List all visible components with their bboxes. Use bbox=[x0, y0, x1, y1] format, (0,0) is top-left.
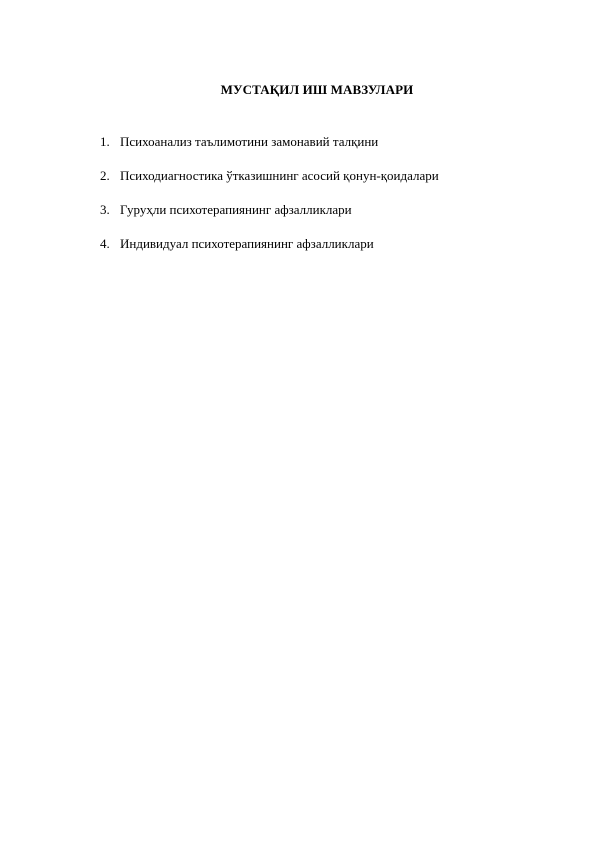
list-item-text: Индивидуал психотерапиянинг афзалликлари bbox=[120, 236, 374, 251]
list-item-number: 4. bbox=[100, 236, 110, 251]
list-item-number: 1. bbox=[100, 134, 110, 149]
list-item-text: Психоанализ таълимотини замонавий талқини bbox=[120, 134, 379, 149]
page-title: МУСТАҚИЛ ИШ МАВЗУЛАРИ bbox=[220, 82, 414, 97]
list-item-number: 2. bbox=[100, 168, 110, 183]
list-item bbox=[100, 134, 439, 150]
list-item-text: Психодиагностика ўтказишнинг асосий қонун-қоидалари bbox=[120, 168, 439, 183]
list-item bbox=[100, 236, 439, 252]
list-item bbox=[100, 202, 439, 218]
list-item-text: Гуруҳли психотерапиянинг афзалликлари bbox=[120, 202, 352, 217]
list-item bbox=[100, 168, 439, 184]
topics-list bbox=[100, 134, 439, 270]
list-item-number: 3. bbox=[100, 202, 110, 217]
